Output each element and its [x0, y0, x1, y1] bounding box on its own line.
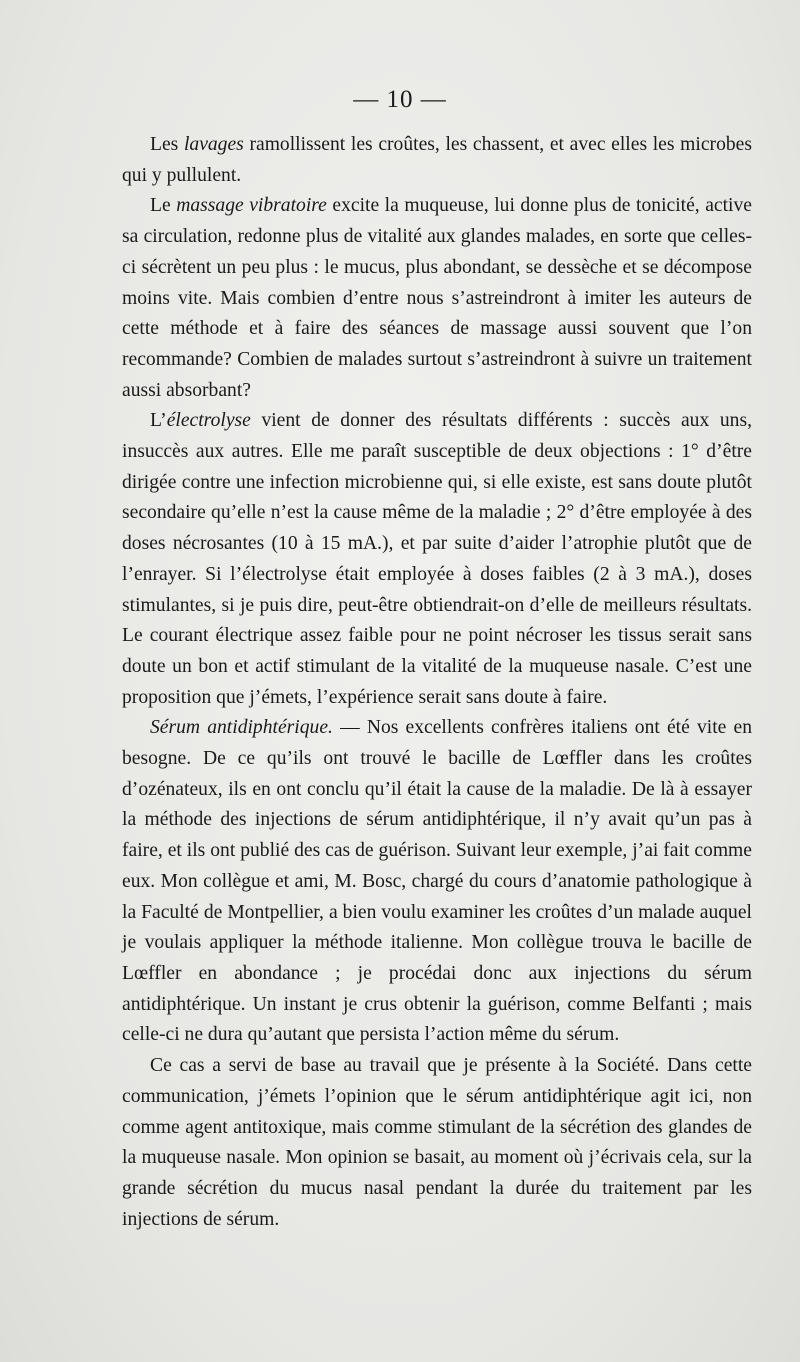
- page-number: — 10 —: [353, 86, 447, 113]
- italic-term: lavages: [183, 134, 244, 155]
- paragraph-electrolyse: [122, 406, 752, 713]
- italic-term: Sérum antidiphtérique.: [150, 717, 333, 739]
- paragraph-text: vient de donner des résultats différents : succès aux uns, insuccès aux autres. Elle me paraît susceptible de deux objections : 1° d’être dirigée contre une infection microbienne qui, si elle existe, est sans doute plutôt secondaire qu’elle n’est la cause même de la maladie ; 2° d’être employée à des doses nécrosantes (10 à 15 mA.), et par suite d’aider l’atrophie plutôt que de l’enrayer. Si l’électrolyse était employée à doses faibles (2 à 3 mA.), doses stimulantes, si je puis dire, peut-être obtiendrait-on d’elle de meilleurs résultats. Le courant électrique assez faible pour ne point nécroser les tissus serait sans doute un bon et actif stimulant de la vitalité de la muqueuse nasale. C’est une proposition que j’émets, l’expérience serait sans doute à faire.: [122, 410, 752, 708]
- italic-term: électrolyse: [166, 410, 251, 432]
- paragraph-text: Ce cas a servi de base au travail que je présente à la Société. Dans cette communication, j’émets l’opinion que le sérum antidiphtérique agit ici, non comme agent antitoxique, mais comme stimulant de la sécrétion des glandes de la muqueuse nasale. Mon opinion se basait, au moment où j’écrivais cela, sur la grande sécrétion du mucus nasal pendant la durée du traitement par les injections de sérum.: [122, 1055, 752, 1230]
- italic-term: massage vibratoire: [176, 195, 327, 217]
- paragraph-serum: [122, 713, 752, 1051]
- paragraph-text: excite la muqueuse, lui donne plus de tonicité, active sa circulation, redonne plus de vitalité aux glandes malades, en sorte que celles-ci sécrètent un peu plus : le mucus, plus abondant, se dessèche et se décompose moins vite. Mais combien d’entre nous s’astreindront à imiter les auteurs de cette méthode et à faire des séances de massage aussi souvent que l’on recommande? Combien de malades surtout s’astreindront à suivre un traitement aussi absorbant?: [122, 195, 752, 401]
- paragraph-intro: Le: [150, 195, 177, 217]
- body-text: [122, 130, 752, 1235]
- paragraph-text: ramollissent les croûtes, les chassent, et avec elles les microbes qui y pullulent.: [122, 134, 752, 186]
- paragraph-intro: Les: [150, 134, 184, 155]
- paragraph-lead: L’: [150, 410, 167, 432]
- paragraph-massage: [122, 191, 752, 406]
- paragraph-text: — Nos excellents confrères italiens ont été vite en besogne. De ce qu’ils ont trouvé le bacille de Lœffler dans les croûtes d’ozénateux, ils en ont conclu qu’il était la cause de la maladie. De là à essayer la méthode des injections de sérum antidiphtérique, il n’y avait qu’un pas à faire, et ils ont publié des cas de guérison. Suivant leur exemple, j’ai fait comme eux. Mon collègue et ami, M. Bosc, chargé du cours d’anatomie pathologique à la Faculté de Montpellier, a bien voulu examiner les croûtes d’un malade auquel je voulais appliquer la méthode italienne. Mon collègue trouva le bacille de Lœffler en abondance ; je procédai donc aux injections du sérum antidiphtérique. Un instant je crus obtenir la guérison, comme Belfanti ; mais celle-ci ne dura qu’autant que persista l’action même du sérum.: [122, 717, 752, 1046]
- paragraph-societe: [122, 1051, 752, 1235]
- paragraph-lavages: [122, 130, 752, 191]
